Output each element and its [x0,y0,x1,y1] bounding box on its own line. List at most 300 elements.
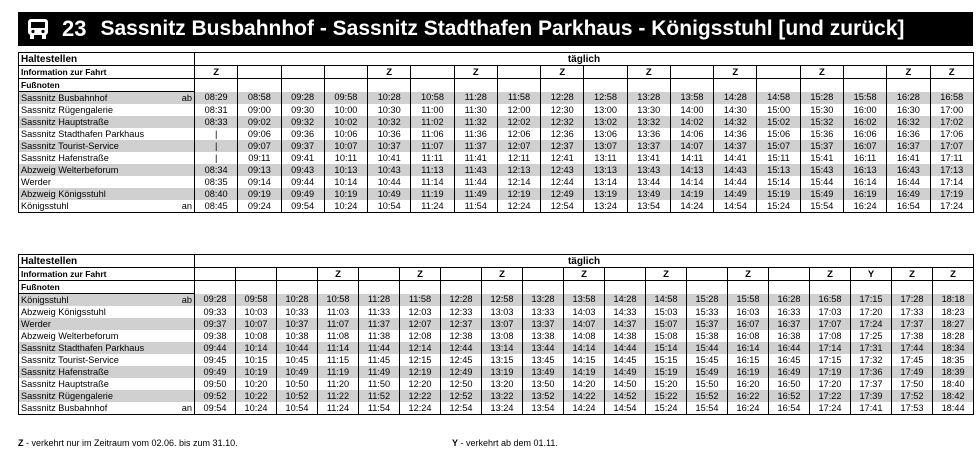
departure-time: 17:31 [851,342,892,354]
departure-time: 13:06 [584,128,627,140]
departure-time: 09:02 [238,116,281,128]
departure-time: 09:45 [195,354,236,366]
stop-name-cell [19,200,195,213]
stop-name: Sassnitz Tourist-Service [21,140,119,151]
departure-time: 11:14 [411,176,454,188]
departure-time: 12:32 [541,116,584,128]
footnote-cell [646,281,687,294]
departure-time: 11:28 [454,92,497,105]
stop-row [19,152,974,164]
trip-flag: Z [887,66,930,79]
departure-time: 09:28 [281,92,324,105]
departure-time: 10:24 [324,200,367,213]
departure-time: 16:50 [769,378,810,390]
departure-time: 14:50 [605,378,646,390]
stop-name: Sassnitz Hafenstraße [21,366,109,377]
trip-flag [411,66,454,79]
stop-name: Sassnitz Tourist-Service [21,354,119,365]
departure-time: 14:22 [564,390,605,402]
departure-time: 14:07 [564,318,605,330]
departure-time: 12:03 [400,306,441,318]
departure-time: 13:14 [584,176,627,188]
departure-time: 16:44 [769,342,810,354]
departure-time: 15:28 [687,294,728,307]
stop-name-cell [19,164,195,176]
departure-time: 14:30 [714,104,757,116]
departure-time: 17:28 [892,294,933,307]
departure-time: 12:45 [441,354,482,366]
trip-flag [238,66,281,79]
departure-time: 10:02 [324,116,367,128]
departure-time: 12:15 [400,354,441,366]
departure-time: 13:13 [584,164,627,176]
departure-time: 11:38 [359,330,400,342]
departure-time: 16:52 [769,390,810,402]
footnote-cell [368,79,411,92]
trip-flag: Z [454,66,497,79]
stop-row [19,116,974,128]
trip-flag [523,268,564,281]
stop-suffix: an [181,200,192,211]
departure-time: 15:54 [687,402,728,415]
departure-time: 09:24 [238,200,281,213]
departure-time: 14:33 [605,306,646,318]
stop-name-cell [19,330,195,342]
departure-time: 14:41 [714,152,757,164]
footnote-cell [584,79,627,92]
departure-time: 13:54 [523,402,564,415]
trip-flag [843,66,886,79]
footnote-cell [930,79,973,92]
departure-time: 11:00 [411,104,454,116]
departure-time: 14:36 [714,128,757,140]
footnote-cell [800,79,843,92]
departure-time: 14:49 [605,366,646,378]
departure-time: 15:06 [757,128,800,140]
departure-time: 09:11 [238,152,281,164]
departure-time: 10:22 [236,390,277,402]
footnote-row [19,281,974,294]
departure-time: 15:22 [646,390,687,402]
departure-time: 18:34 [933,342,974,354]
departure-time: 15:14 [646,342,687,354]
stop-name-cell [19,318,195,330]
departure-time: 10:03 [236,306,277,318]
stop-row [19,176,974,188]
departure-time: 16:37 [769,318,810,330]
departure-time: 13:02 [584,116,627,128]
departure-time: 09:44 [195,342,236,354]
stop-name-cell [19,342,195,354]
trip-flag: Z [627,66,670,79]
departure-time: 10:14 [324,176,367,188]
stop-name-cell [19,152,195,164]
departure-time: 12:54 [441,402,482,415]
trip-flag: Z [368,66,411,79]
departure-time: 16:36 [887,128,930,140]
departure-time: 12:52 [441,390,482,402]
departure-time: 13:36 [627,128,670,140]
departure-time: 17:06 [930,128,973,140]
footnote-cell [324,79,367,92]
departure-time: 13:52 [523,390,564,402]
stop-name-cell [19,92,195,105]
departure-time: 09:00 [238,104,281,116]
departure-time: 10:06 [324,128,367,140]
departure-time: 13:07 [482,318,523,330]
departure-time: 11:58 [400,294,441,307]
departure-time: 17:03 [810,306,851,318]
departure-time: 09:44 [281,176,324,188]
departure-time: 09:49 [281,188,324,200]
departure-time: 11:06 [411,128,454,140]
trip-flag: Z [318,268,359,281]
departure-time: 10:28 [277,294,318,307]
departure-time: 10:28 [368,92,411,105]
departure-time: 16:45 [769,354,810,366]
departure-time: 11:44 [454,176,497,188]
trip-flag: Z [564,268,605,281]
departure-time: 14:07 [670,140,713,152]
departure-time: 10:14 [236,342,277,354]
departure-time: 11:28 [359,294,400,307]
departure-time: 15:02 [757,116,800,128]
departure-time: 14:02 [670,116,713,128]
departure-time: | [195,128,238,140]
departure-time: 16:24 [843,200,886,213]
footnote-cell [670,79,713,92]
departure-time: 17:37 [892,318,933,330]
departure-time: 14:06 [670,128,713,140]
departure-time: 17:25 [851,330,892,342]
departure-time: 11:03 [318,306,359,318]
departure-time: 12:06 [497,128,540,140]
legend-z-text: - verkehrt nur im Zeitraum vom 02.06. bis zum 31.10. [23,438,238,448]
departure-time: 08:29 [195,92,238,105]
departure-time: 15:44 [800,176,843,188]
departure-time: 15:41 [800,152,843,164]
departure-time: 13:49 [523,366,564,378]
departure-time: 17:02 [930,116,973,128]
departure-time: 12:14 [497,176,540,188]
trip-flag [497,66,540,79]
departure-time: 11:19 [318,366,359,378]
departure-time: 13:33 [523,306,564,318]
footnote-cell [687,281,728,294]
departure-time: 15:03 [646,306,687,318]
departure-time: 14:45 [605,354,646,366]
departure-time: 08:40 [195,188,238,200]
footnote-cell [564,281,605,294]
departure-time: 13:49 [627,188,670,200]
departure-time: 13:00 [584,104,627,116]
departure-time: 12:28 [541,92,584,105]
departure-time: 12:24 [497,200,540,213]
departure-time: 17:22 [810,390,851,402]
departure-time: 16:54 [887,200,930,213]
departure-time: 11:24 [411,200,454,213]
departure-time: 14:00 [670,104,713,116]
departure-time: 17:14 [810,342,851,354]
departure-time: 11:08 [318,330,359,342]
departure-time: 10:33 [277,306,318,318]
departure-time: 18:40 [933,378,974,390]
departure-time: 13:41 [627,152,670,164]
footnote-cell [195,79,238,92]
departure-time: 17:13 [930,164,973,176]
departure-time: 09:43 [281,164,324,176]
departure-time: 16:58 [930,92,973,105]
departure-time: 15:58 [728,294,769,307]
trip-flag: Z [810,268,851,281]
departure-time: 12:44 [541,176,584,188]
departure-time: 13:43 [627,164,670,176]
departure-time: 08:58 [238,92,281,105]
footnote-cell [400,281,441,294]
departure-time: 14:28 [714,92,757,105]
departure-time: 14:37 [714,140,757,152]
departure-time: 14:58 [757,92,800,105]
stop-row [19,330,974,342]
trip-info-row [19,268,974,281]
stop-name-cell [19,306,195,318]
departure-time: 13:44 [627,176,670,188]
departure-time: 17:07 [930,140,973,152]
departure-time: 17:24 [810,402,851,415]
departure-time: 14:24 [564,402,605,415]
stop-name: Sassnitz Busbahnhof [21,402,108,413]
departure-time: 17:20 [851,306,892,318]
departure-time: 10:41 [368,152,411,164]
stop-name: Sassnitz Rügengalerie [21,104,113,115]
departure-time: 14:54 [714,200,757,213]
departure-time: 08:31 [195,104,238,116]
departure-time: 16:14 [728,342,769,354]
departure-time: 12:33 [441,306,482,318]
departure-time: 10:52 [277,390,318,402]
departure-time: 15:58 [843,92,886,105]
stop-row [19,378,974,390]
footnote-cell [810,281,851,294]
departure-time: 13:24 [584,200,627,213]
stop-name: Sassnitz Hafenstraße [21,152,109,163]
departure-time: 16:07 [728,318,769,330]
departure-time: 09:58 [324,92,367,105]
departure-time: 17:33 [892,306,933,318]
departure-time: 16:19 [728,366,769,378]
departure-time: 09:13 [238,164,281,176]
departure-time: 11:45 [359,354,400,366]
departure-time: 14:14 [564,342,605,354]
footnote-cell [497,79,540,92]
departure-time: 12:54 [541,200,584,213]
departure-time: 14:28 [605,294,646,307]
departure-time: 15:20 [646,378,687,390]
departure-time: 13:44 [523,342,564,354]
departure-time: 12:50 [441,378,482,390]
departure-time: 18:39 [933,366,974,378]
departure-time: 18:28 [933,330,974,342]
route-header [18,12,973,46]
departure-time: 13:45 [523,354,564,366]
departure-time: 15:14 [757,176,800,188]
departure-time: 15:08 [646,330,687,342]
departure-time: 16:44 [887,176,930,188]
departure-time: 10:15 [236,354,277,366]
legend-y [452,438,558,448]
departure-time: 12:43 [541,164,584,176]
departure-time: 14:11 [670,152,713,164]
departure-time: 13:28 [627,92,670,105]
trip-flag: Z [728,268,769,281]
stop-name: Sassnitz Hauptstraße [21,378,109,389]
stop-name: Abzweig Welterbeforum [21,330,119,341]
departure-time: 17:00 [930,104,973,116]
departure-time: 14:14 [670,176,713,188]
trip-flag [670,66,713,79]
departure-time: 10:49 [368,188,411,200]
stop-row [19,294,974,307]
departure-time: 17:39 [851,390,892,402]
departure-time: 17:07 [810,318,851,330]
stop-row [19,318,974,330]
departure-time: 17:11 [930,152,973,164]
footnote-row [19,79,974,92]
departure-time: 16:20 [728,378,769,390]
trip-flag: Z [400,268,441,281]
departure-time: 10:44 [368,176,411,188]
departure-time: 11:32 [454,116,497,128]
departure-time: 15:24 [646,402,687,415]
departure-time: 09:54 [195,402,236,415]
stop-row [19,200,974,213]
stop-name: Abzweig Welterbeforum [21,164,119,175]
departure-time: 12:44 [441,342,482,354]
departure-time: 13:19 [584,188,627,200]
trip-flag [359,268,400,281]
departure-time: 14:58 [646,294,687,307]
departure-time: 09:58 [236,294,277,307]
departure-time: 16:28 [769,294,810,307]
footnote-cell [769,281,810,294]
stops-column-title: Haltestellen [19,255,195,268]
departure-time: 11:22 [318,390,359,402]
stop-suffix: ab [181,92,192,103]
departure-time: 18:44 [933,402,974,415]
departure-time: 15:07 [646,318,687,330]
trip-info-row [19,66,974,79]
return-timetable [18,254,974,415]
departure-time: 13:14 [482,342,523,354]
stop-row [19,104,974,116]
departure-time: 13:37 [627,140,670,152]
departure-time: 11:07 [411,140,454,152]
departure-time: 15:11 [757,152,800,164]
departure-time: 13:22 [482,390,523,402]
departure-time: 16:33 [769,306,810,318]
footnote-cell [359,281,400,294]
departure-time: 12:13 [497,164,540,176]
departure-time: 10:13 [324,164,367,176]
stop-name-cell [19,128,195,140]
departure-time: 15:45 [687,354,728,366]
departure-time: 11:41 [454,152,497,164]
departure-time: 14:19 [670,188,713,200]
departure-time: 11:24 [318,402,359,415]
stop-name: Abzweig Königsstuhl [21,306,106,317]
departure-time: 11:15 [318,354,359,366]
departure-time: 17:53 [892,402,933,415]
stop-row [19,164,974,176]
departure-time: 10:32 [368,116,411,128]
stop-name-cell [19,378,195,390]
stop-name-cell [19,366,195,378]
departure-time: 15:38 [687,330,728,342]
stop-name: Sassnitz Stadthafen Parkhaus [21,128,145,139]
departure-time: 10:37 [368,140,411,152]
departure-time: 09:41 [281,152,324,164]
stop-row [19,354,974,366]
departure-time: 15:33 [687,306,728,318]
stop-row [19,140,974,152]
departure-time: 14:49 [714,188,757,200]
departure-time: 09:07 [238,140,281,152]
footnote-cell [887,79,930,92]
departure-time: 13:20 [482,378,523,390]
departure-time: 16:07 [843,140,886,152]
departure-time: 09:32 [281,116,324,128]
departure-time: 09:37 [195,318,236,330]
stop-name-cell [19,140,195,152]
departure-time: 17:37 [851,378,892,390]
departure-time: 17:32 [851,354,892,366]
footnote-cell [236,281,277,294]
trip-flag [605,268,646,281]
departure-time: 11:54 [359,402,400,415]
departure-time: 16:06 [843,128,886,140]
departure-time: 12:58 [584,92,627,105]
footnote-cell [843,79,886,92]
stop-name: Sassnitz Rügengalerie [21,390,113,401]
departure-time: 14:52 [605,390,646,402]
stop-name: Königsstuhl [21,200,69,211]
departure-time: 18:18 [933,294,974,307]
departure-time: 16:15 [728,354,769,366]
stop-name-cell [19,354,195,366]
stop-name-cell [19,402,195,415]
departure-time: 10:24 [236,402,277,415]
departure-time: 13:37 [523,318,564,330]
trip-flag [277,268,318,281]
departure-time: 14:24 [670,200,713,213]
trip-flag: Z [195,66,238,79]
departure-time: 13:28 [523,294,564,307]
trip-info-label: Information zur Fahrt [19,66,195,79]
trip-flag: Y [851,268,892,281]
departure-time: 11:52 [359,390,400,402]
departure-time: 13:19 [482,366,523,378]
departure-time: 11:44 [359,342,400,354]
departure-time: 12:07 [400,318,441,330]
departure-time: 15:19 [646,366,687,378]
departure-time: 12:37 [541,140,584,152]
departure-time: 11:07 [318,318,359,330]
departure-time: 16:08 [728,330,769,342]
departure-time: 12:49 [441,366,482,378]
footnote-cell [757,79,800,92]
stops-column-title: Haltestellen [19,53,195,66]
departure-time: 09:49 [195,366,236,378]
